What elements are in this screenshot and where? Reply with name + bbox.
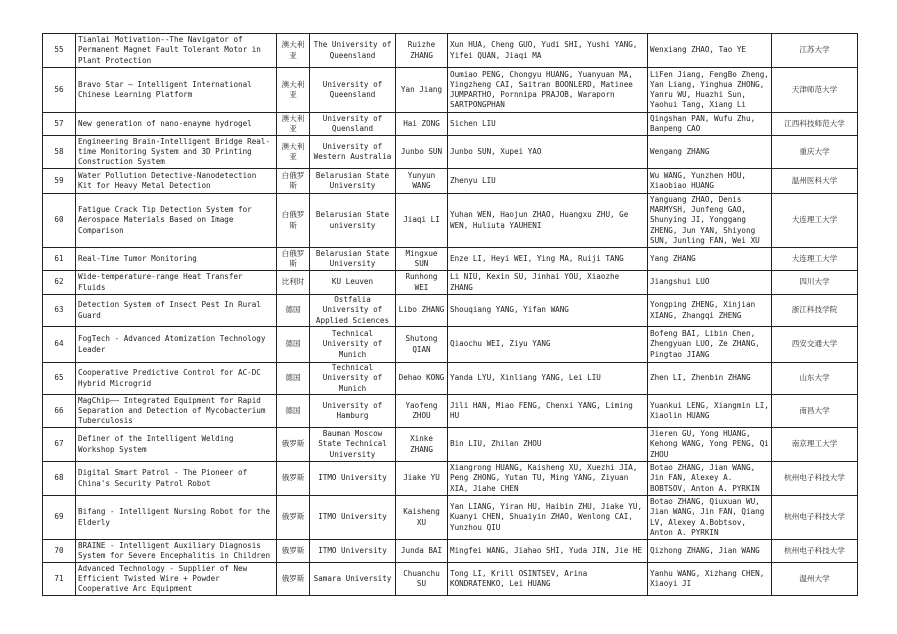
country-cell: 澳大利亚 <box>277 113 310 136</box>
advisors-cell: Jiangshui LUO <box>648 271 772 295</box>
foreign-university-cell: Ostfalia University of Applied Sciences <box>310 295 396 327</box>
foreign-university-cell: University of Hamburg <box>310 395 396 428</box>
table-row <box>43 462 858 496</box>
team-leader-cell: Xinke ZHANG <box>396 428 448 462</box>
team-members-cell: Li NIU, Kexin SU, Jinhai YOU, Xiaozhe ZHANG <box>448 271 648 295</box>
row-number-cell: 70 <box>43 540 76 563</box>
project-title-cell: Tianlai Motivation--The Navigator of Permanent Magnet Fault Tolerant Motor in Plant Protection <box>76 34 277 68</box>
chinese-university-cell: 山东大学 <box>772 363 858 395</box>
table-row <box>43 540 858 563</box>
row-number-cell: 68 <box>43 462 76 496</box>
row-number-cell: 57 <box>43 113 76 136</box>
team-members-cell: Xiangrong HUANG, Kaisheng XU, Xuezhi JIA, Peng ZHONG, Yutan TU, Ming YANG, Ziyuan XIA, Jiahe CHEN <box>448 462 648 496</box>
team-members-cell: Oumiao PENG, Chongyu HUANG, Yuanyuan MA, Yingzheng CAI, Saitran BOONLERD, Matinee JUMPARTHO, Pornnipa PRAJOB, Waraporn SARTPONGPHAN <box>448 68 648 113</box>
chinese-university-cell: 杭州电子科技大学 <box>772 496 858 540</box>
project-title-cell: New generation of nano-enayme hydrogel <box>76 113 277 136</box>
chinese-university-cell: 西安交通大学 <box>772 327 858 363</box>
table-row <box>43 295 858 327</box>
country-cell: 俄罗斯 <box>277 563 310 596</box>
row-number-cell: 61 <box>43 248 76 271</box>
row-number-cell: 67 <box>43 428 76 462</box>
chinese-university-cell: 江苏大学 <box>772 34 858 68</box>
advisors-cell: Wengang ZHANG <box>648 136 772 169</box>
advisors-cell: Yang ZHANG <box>648 248 772 271</box>
project-title-cell: Cooperative Predictive Control for AC-DC Hybrid Microgrid <box>76 363 277 395</box>
foreign-university-cell: Samara University <box>310 563 396 596</box>
chinese-university-cell: 南京理工大学 <box>772 428 858 462</box>
chinese-university-cell: 杭州电子科技大学 <box>772 462 858 496</box>
table-body <box>43 34 858 596</box>
advisors-cell: Zhen LI, Zhenbin ZHANG <box>648 363 772 395</box>
team-leader-cell: Kaisheng XU <box>396 496 448 540</box>
table-row <box>43 327 858 363</box>
chinese-university-cell: 浙江科技学院 <box>772 295 858 327</box>
project-title-cell: Engineering Brain-Intelligent Bridge Real-time Monitoring System and 3D Printing Construction System <box>76 136 277 169</box>
team-leader-cell: Shutong QIAN <box>396 327 448 363</box>
table-row <box>43 563 858 596</box>
team-members-cell: Tong LI, Krill OSINTSEV, Arina KONDRATENKO, Lei HUANG <box>448 563 648 596</box>
advisors-cell: Jieren GU, Yong HUANG, Kehong WANG, Yong PENG, Qi ZHOU <box>648 428 772 462</box>
row-number-cell: 60 <box>43 194 76 248</box>
row-number-cell: 56 <box>43 68 76 113</box>
team-leader-cell: Yaofeng ZHOU <box>396 395 448 428</box>
advisors-cell: Yongping ZHENG, Xinjian XIANG, Zhangqi ZHENG <box>648 295 772 327</box>
foreign-university-cell: The University of Queensland <box>310 34 396 68</box>
foreign-university-cell: KU Leuven <box>310 271 396 295</box>
team-members-cell: Jili HAN, Miao FENG, Chenxi YANG, Liming HU <box>448 395 648 428</box>
foreign-university-cell: Bauman Moscow State Technical University <box>310 428 396 462</box>
table-row <box>43 34 858 68</box>
country-cell: 德国 <box>277 395 310 428</box>
foreign-university-cell: Technical University of Munich <box>310 327 396 363</box>
team-members-cell: Zhenyu LIU <box>448 169 648 194</box>
project-title-cell: FogTech - Advanced Atomization Technology Leader <box>76 327 277 363</box>
advisors-cell: Bofeng BAI, Libin Chen, Zhengyuan LUO, Ze ZHANG, Pingtao JIANG <box>648 327 772 363</box>
chinese-university-cell: 杭州电子科技大学 <box>772 540 858 563</box>
team-members-cell: Junbo SUN, Xupei YAO <box>448 136 648 169</box>
country-cell: 白俄罗斯 <box>277 194 310 248</box>
country-cell: 俄罗斯 <box>277 496 310 540</box>
team-members-cell: Sichen LIU <box>448 113 648 136</box>
table-row <box>43 428 858 462</box>
team-members-cell: Xun HUA, Cheng GUO, Yudi SHI, Yushi YANG, Yifei QUAN, Jiaqi MA <box>448 34 648 68</box>
project-title-cell: Fatigue Crack Tip Detection System for Aerospace Materials Based on Image Comparison <box>76 194 277 248</box>
project-title-cell: BRAINE - Intelligent Auxiliary Diagnosis System for Severe Encephalitis in Children <box>76 540 277 563</box>
team-members-cell: Bin LIU, Zhilan ZHOU <box>448 428 648 462</box>
chinese-university-cell: 天津师范大学 <box>772 68 858 113</box>
foreign-university-cell: ITMO University <box>310 462 396 496</box>
team-leader-cell: Dehao KONG <box>396 363 448 395</box>
team-leader-cell: Jiake YU <box>396 462 448 496</box>
table-row <box>43 363 858 395</box>
row-number-cell: 62 <box>43 271 76 295</box>
project-title-cell: Bifang - Intelligent Nursing Robot for the Elderly <box>76 496 277 540</box>
team-leader-cell: Chuanchu SU <box>396 563 448 596</box>
table-row <box>43 395 858 428</box>
team-members-cell: Yuhan WEN, Haojun ZHAO, Huangxu ZHU, Ge WEN, Huliuta YAUHENI <box>448 194 648 248</box>
table-row <box>43 169 858 194</box>
advisors-cell: Botao ZHANG, Jian WANG, Jin FAN, Alexey A. BOBTSOV, Anton A. PYRKIN <box>648 462 772 496</box>
foreign-university-cell: University of Quensland <box>310 113 396 136</box>
team-leader-cell: Runhong WEI <box>396 271 448 295</box>
row-number-cell: 69 <box>43 496 76 540</box>
projects-table <box>42 33 858 596</box>
foreign-university-cell: Belarusian State university <box>310 194 396 248</box>
project-title-cell: Wide-temperature-range Heat Transfer Fluids <box>76 271 277 295</box>
chinese-university-cell: 大连理工大学 <box>772 194 858 248</box>
chinese-university-cell: 重庆大学 <box>772 136 858 169</box>
advisors-cell: Botao ZHANG, Qiuxuan WU, Jian WANG, Jin FAN, Qiang LV, Alexey A.Bobtsov, Anton A. PYRKIN <box>648 496 772 540</box>
country-cell: 澳大利亚 <box>277 136 310 169</box>
row-number-cell: 66 <box>43 395 76 428</box>
team-members-cell: Yan LIANG, Yiran HU, Haibin ZHU, Jiake YU, Kuanyi CHEN, Shuaiyin ZHAO, Wenlong CAI, Yunzhou QIU <box>448 496 648 540</box>
team-leader-cell: Jiaqi LI <box>396 194 448 248</box>
foreign-university-cell: ITMO University <box>310 540 396 563</box>
project-title-cell: Water Pollution Detective-Nanodetection Kit for Heavy Metal Detection <box>76 169 277 194</box>
team-members-cell: Yanda LYU, Xinliang YANG, Lei LIU <box>448 363 648 395</box>
advisors-cell: Wu WANG, Yunzhen HOU, Xiaobiao HUANG <box>648 169 772 194</box>
table-row <box>43 113 858 136</box>
advisors-cell: Yuankui LENG, Xiangmin LI, Xiaolin HUANG <box>648 395 772 428</box>
team-leader-cell: Libo ZHANG <box>396 295 448 327</box>
team-leader-cell: Junda BAI <box>396 540 448 563</box>
country-cell: 白俄罗斯 <box>277 248 310 271</box>
row-number-cell: 58 <box>43 136 76 169</box>
project-title-cell: Advanced Technology - Supplier of New Efficient Twisted Wire + Powder Cooperative Arc Equipment <box>76 563 277 596</box>
chinese-university-cell: 温州大学 <box>772 563 858 596</box>
team-members-cell: Mingfei WANG, Jiahao SHI, Yuda JIN, Jie HE <box>448 540 648 563</box>
foreign-university-cell: University of Western Australia <box>310 136 396 169</box>
chinese-university-cell: 南昌大学 <box>772 395 858 428</box>
chinese-university-cell: 温州医科大学 <box>772 169 858 194</box>
chinese-university-cell: 大连理工大学 <box>772 248 858 271</box>
country-cell: 比利时 <box>277 271 310 295</box>
project-title-cell: Real-Time Tumor Monitoring <box>76 248 277 271</box>
row-number-cell: 59 <box>43 169 76 194</box>
foreign-university-cell: Belarusian State University <box>310 248 396 271</box>
foreign-university-cell: University of Queensland <box>310 68 396 113</box>
advisors-cell: Qingshan PAN, Wufu Zhu, Banpeng CAO <box>648 113 772 136</box>
country-cell: 德国 <box>277 295 310 327</box>
row-number-cell: 64 <box>43 327 76 363</box>
advisors-cell: Yanguang ZHAO, Denis MARMYSH, Junfeng GAO, Shunying JI, Yonggang ZHENG, Jun YAN, Shiyong SUN, Junling FAN, Wei XU <box>648 194 772 248</box>
team-leader-cell: Yan Jiang <box>396 68 448 113</box>
advisors-cell: LiFen Jiang, FengBo Zheng, Yan Liang, Yinghua ZHONG, Yanru WU, Huazhi Sun, Yaohui Tang, Xiang Li <box>648 68 772 113</box>
country-cell: 澳大利亚 <box>277 68 310 113</box>
row-number-cell: 63 <box>43 295 76 327</box>
team-members-cell: Enze LI, Heyi WEI, Ying MA, Ruiji TANG <box>448 248 648 271</box>
foreign-university-cell: Belarusian State University <box>310 169 396 194</box>
team-leader-cell: Yunyun WANG <box>396 169 448 194</box>
row-number-cell: 71 <box>43 563 76 596</box>
project-title-cell: Bravo Star — Intelligent International Chinese Learning Platform <box>76 68 277 113</box>
table-row <box>43 136 858 169</box>
country-cell: 俄罗斯 <box>277 428 310 462</box>
chinese-university-cell: 四川大学 <box>772 271 858 295</box>
foreign-university-cell: Technical University of Munich <box>310 363 396 395</box>
country-cell: 俄罗斯 <box>277 540 310 563</box>
advisors-cell: Yanhu WANG, Xizhang CHEN, Xiaoyi JI <box>648 563 772 596</box>
team-leader-cell: Ruizhe ZHANG <box>396 34 448 68</box>
team-leader-cell: Hai ZONG <box>396 113 448 136</box>
foreign-university-cell: ITMO University <box>310 496 396 540</box>
table-row <box>43 68 858 113</box>
table-row <box>43 194 858 248</box>
team-leader-cell: Junbo SUN <box>396 136 448 169</box>
country-cell: 白俄罗斯 <box>277 169 310 194</box>
country-cell: 澳大利亚 <box>277 34 310 68</box>
team-leader-cell: Mingxue SUN <box>396 248 448 271</box>
project-title-cell: Detection System of Insect Pest In Rural Guard <box>76 295 277 327</box>
project-title-cell: Definer of the Intelligent Welding Workshop System <box>76 428 277 462</box>
table-row <box>43 271 858 295</box>
country-cell: 德国 <box>277 327 310 363</box>
country-cell: 俄罗斯 <box>277 462 310 496</box>
country-cell: 德国 <box>277 363 310 395</box>
chinese-university-cell: 江西科技师范大学 <box>772 113 858 136</box>
advisors-cell: Qizhong ZHANG, Jian WANG <box>648 540 772 563</box>
project-title-cell: MagChip—— Integrated Equipment for Rapid Separation and Detection of Mycobacterium Tuberculosis <box>76 395 277 428</box>
team-members-cell: Qiaochu WEI, Ziyu YANG <box>448 327 648 363</box>
advisors-cell: Wenxiang ZHAO, Tao YE <box>648 34 772 68</box>
row-number-cell: 65 <box>43 363 76 395</box>
table-row <box>43 496 858 540</box>
team-members-cell: Shouqiang YANG, Yifan WANG <box>448 295 648 327</box>
table-row <box>43 248 858 271</box>
row-number-cell: 55 <box>43 34 76 68</box>
project-title-cell: Digital Smart Patrol - The Pioneer of China's Security Patrol Robot <box>76 462 277 496</box>
